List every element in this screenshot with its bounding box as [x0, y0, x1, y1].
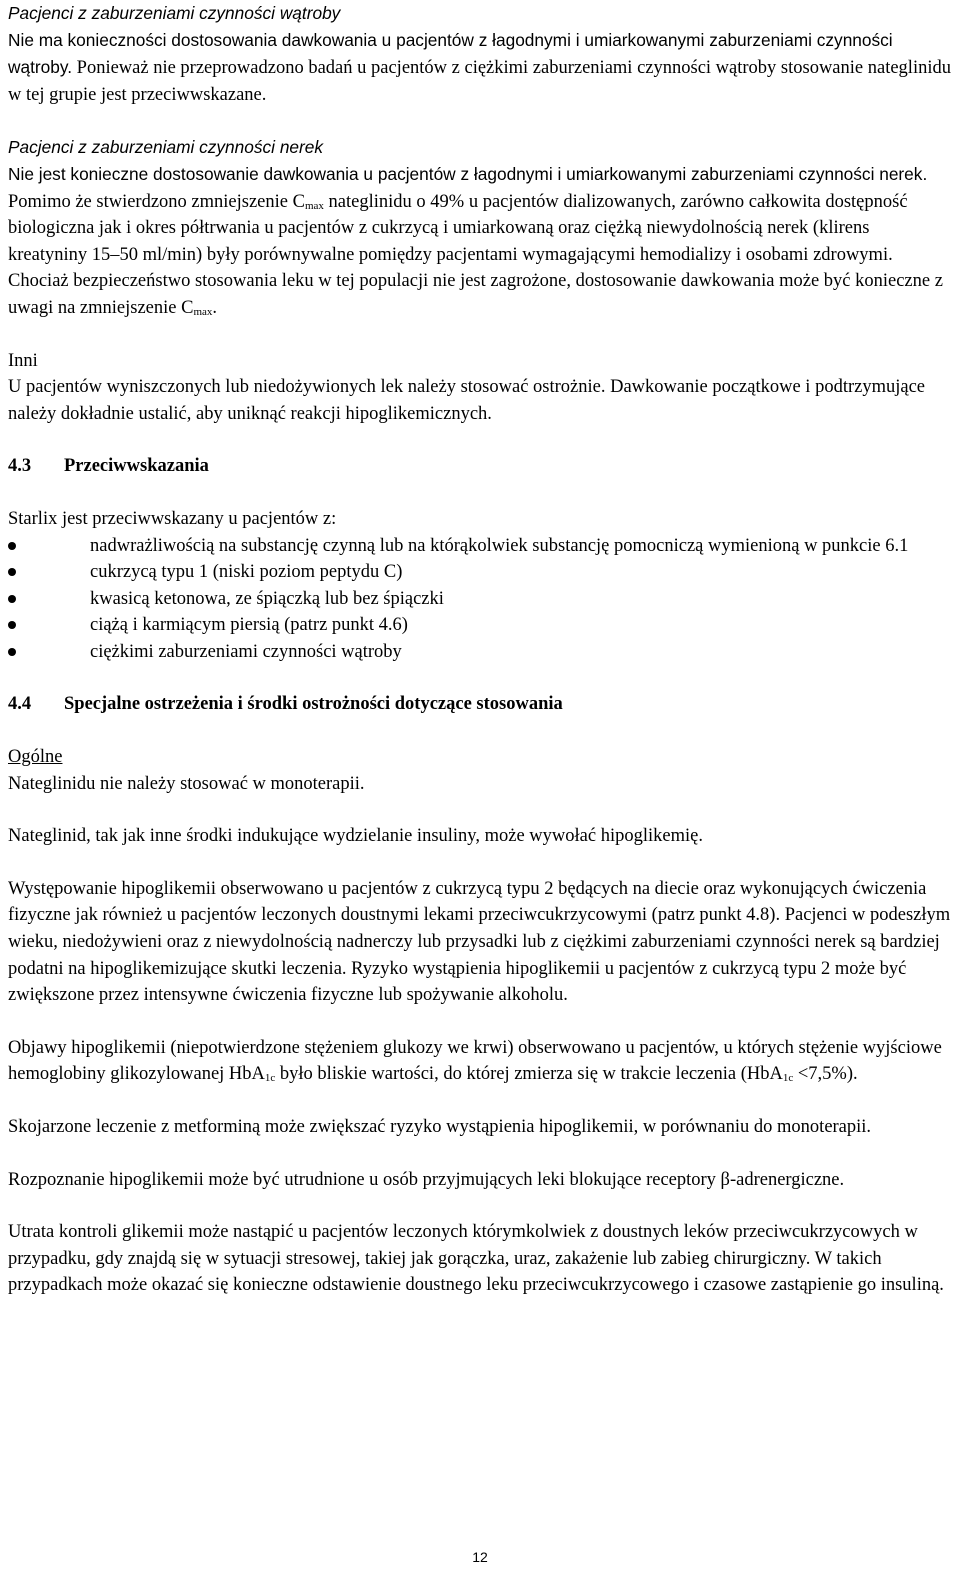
kidney-text-part: nateglinidu o 49% u pacjentów dializowanych, zarówno całkowita dostępność biologiczna jak i okres półtrwania u pacjentów z cukrzycą i umiarkowaną oraz ciężką niewydolnością nerek (klirens kreatyniny 15–50 ml/min) były porównywalne pomiędzy pacjentami wymagającymi hemodializy i osobami zdrowymi. Chociaż bezpieczeństwo stosowania leku w tej populacji nie jest zagrożone, dostosowanie dawkowania może być konieczne z uwagi na zmniejszenie C — [8, 191, 943, 318]
kidney-text — [8, 161, 953, 322]
list-item-text: nadwrażliwością na substancję czynną lub na którąkolwiek substancję pomocniczą wymienioną w punkcie 6.1 — [90, 535, 909, 556]
page-number: 12 — [472, 1549, 488, 1565]
list-item — [8, 559, 953, 586]
paragraph: Nateglinid, tak jak inne środki indukujące wydzielanie insuliny, może wywołać hipoglikemię. — [8, 826, 703, 847]
list-item-text: cukrzycą typu 1 (niski poziom peptydu C) — [90, 562, 403, 583]
paragraph: Skojarzone leczenie z metforminą może zwiększać ryzyko wystąpienia hipoglikemii, w porównaniu do monoterapii. — [8, 1117, 872, 1137]
hba1c-subscript: 1c — [264, 1072, 276, 1085]
liver-text — [8, 27, 953, 109]
hba1c-subscript: 1c — [782, 1072, 794, 1085]
general-section — [8, 744, 953, 797]
paragraph-part: było bliskie wartości, do której zmierza się w trakcie leczenia (HbA — [275, 1064, 783, 1085]
paragraph-part: Objawy hipoglikemii (niepotwierdzone stężeniem glukozy we krwi) obserwowano u pacjentów, u których stężenie wyjściowe hemoglobiny glikozylowanej HbA — [8, 1037, 942, 1085]
bullet-icon — [8, 595, 16, 603]
section-title: Specjalne ostrzeżenia i środki ostrożności dotyczące stosowania — [64, 694, 563, 715]
bullet-icon — [8, 568, 16, 576]
bullet-icon — [8, 542, 16, 550]
kidney-section — [8, 134, 953, 321]
contraindications-list — [8, 533, 953, 666]
other-section — [8, 348, 953, 428]
bullet-icon — [8, 648, 16, 656]
kidney-lead: Nie jest konieczne dostosowanie dawkowania u pacjentów z łagodnymi i umiarkowanymi zaburzeniami czynności nerek. — [8, 163, 928, 184]
cmax-subscript: max — [304, 199, 324, 212]
contraindications-intro: Starlix jest przeciwwskazany u pacjentów z: — [8, 508, 337, 529]
list-item — [8, 533, 953, 560]
paragraph: Występowanie hipoglikemii obserwowano u pacjentów z cukrzycą typu 2 będących na diecie oraz wykonujących ćwiczenia fizyczne jak również u pacjentów leczonych doustnymi lekami przeciwcukrzycowymi (patrz punkt 4.8). Pacjenci w podeszłym wieku, niedożywieni oraz z niewydolnością nadnerczy lub przysadki lub z ciężkimi zaburzeniami czynności nerek są bardziej podatni na hipoglikemizujące skutki leczenia. Ryzyko wystąpienia hipoglikemii u pacjentów z cukrzycą typu 2 może być zwiększone przez intensywne ćwiczenia fizyczne lub spożywanie alkoholu. — [8, 878, 951, 1006]
liver-rest: Ponieważ nie przeprowadzono badań u pacjentów z ciężkimi zaburzeniami czynności wątroby stosowanie nateglinidu w tej grupie jest przeciwwskazane. — [8, 58, 951, 105]
liver-lead: Nie ma konieczności dostosowania dawkowania u pacjentów z łagodnymi i umiarkowanymi zaburzeniami czynności wątroby. — [8, 29, 893, 78]
list-item-text: ciążą i karmiącym piersią (patrz punkt 4.6) — [90, 615, 408, 636]
paragraph: Utrata kontroli glikemii może nastąpić u pacjentów leczonych którymkolwiek z doustnych leków przeciwcukrzycowych w przypadku, gdy znajdą się w sytuacji stresowej, takiej jak gorączka, uraz, zakażenie lub zabieg chirurgiczny. W takich przypadkach może okazać się konieczne odstawienie doustnego leku przeciwcukrzycowego i czasowe zastąpienie go insuliną. — [8, 1222, 944, 1296]
general-text: Nateglinidu nie należy stosować w monoterapii. — [8, 773, 365, 794]
bullet-icon — [8, 621, 16, 629]
kidney-heading: Pacjenci z zaburzeniami czynności nerek — [8, 137, 324, 158]
cmax-subscript: max — [193, 305, 213, 318]
paragraph-part: <7,5%). — [793, 1064, 858, 1085]
general-heading: Ogólne — [8, 747, 63, 768]
section-4-4-heading — [8, 691, 953, 718]
section-number: 4.3 — [8, 456, 32, 477]
list-item — [8, 639, 953, 666]
list-item-text: ciężkimi zaburzeniami czynności wątroby — [90, 641, 402, 662]
list-item — [8, 586, 953, 613]
paragraph — [8, 1035, 953, 1088]
section-4-3-heading — [8, 453, 953, 480]
section-number: 4.4 — [8, 694, 32, 715]
liver-section — [8, 0, 953, 108]
other-heading: Inni — [8, 350, 38, 371]
kidney-text-part: . — [212, 297, 218, 318]
document-page — [8, 0, 953, 1299]
list-item — [8, 612, 953, 639]
paragraph: Rozpoznanie hipoglikemii może być utrudnione u osób przyjmujących leki blokujące receptory β-adrenergiczne. — [8, 1169, 845, 1190]
list-item-text: kwasicą ketonowa, ze śpiączką lub bez śpiączki — [90, 588, 444, 609]
liver-heading: Pacjenci z zaburzeniami czynności wątroby — [8, 3, 341, 23]
kidney-text-part: Pomimo że stwierdzono zmniejszenie C — [8, 191, 305, 212]
other-text: U pacjentów wyniszczonych lub niedożywionych lek należy stosować ostrożnie. Dawkowanie początkowe i podtrzymujące należy dokładnie ustalić, aby uniknąć reakcji hipoglikemicznych. — [8, 377, 925, 424]
section-title: Przeciwwskazania — [64, 456, 209, 477]
